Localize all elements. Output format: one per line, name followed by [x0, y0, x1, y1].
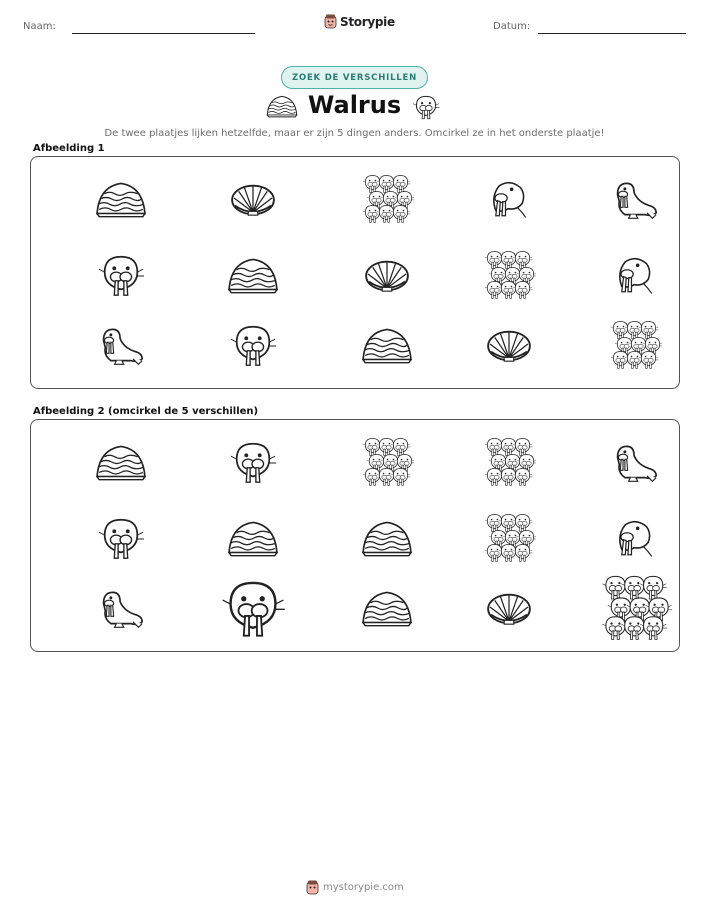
picture2-walrus-body-icon[interactable] — [611, 439, 659, 485]
picture2-iceberg-icon[interactable] — [361, 517, 413, 559]
picture2-walrus-head-front-icon[interactable] — [97, 514, 145, 562]
picture1-walrus-body-icon — [97, 322, 145, 368]
footer-site: mystorypie.com — [323, 882, 404, 893]
date-line[interactable] — [538, 33, 686, 34]
footer — [306, 880, 404, 895]
page-title: Walrus — [307, 91, 402, 119]
name-line[interactable] — [72, 33, 255, 34]
picture2-label: Afbeelding 2 (omcirkel de 5 verschillen) — [33, 406, 259, 417]
picture1-clam-icon — [485, 326, 533, 364]
picture1-walrus-group-icon — [608, 319, 662, 371]
picture1-walrus-head-front-icon — [97, 251, 145, 299]
brand-logo — [324, 14, 395, 29]
picture2-walrus-group-icon[interactable] — [360, 436, 414, 488]
picture2-iceberg-icon[interactable] — [227, 517, 279, 559]
picture1-label: Afbeelding 1 — [33, 143, 105, 154]
picture1-panel — [30, 156, 680, 389]
picture2-walrus-group-icon[interactable] — [482, 436, 536, 488]
name-label: Naam: — [23, 21, 56, 32]
picture1-walrus-head-side-icon — [613, 253, 657, 297]
picture2-walrus-head-front-icon[interactable] — [220, 575, 286, 641]
picture1-clam-icon — [229, 180, 277, 218]
picture1-walrus-group-icon — [482, 249, 536, 301]
brand-name: Storypie — [340, 14, 395, 29]
picture1-iceberg-icon — [361, 324, 413, 366]
storypie-mascot-icon — [324, 14, 337, 29]
picture2-walrus-head-front-icon[interactable] — [229, 438, 277, 486]
activity-badge-label: ZOEK DE VERSCHILLEN — [291, 72, 418, 83]
picture2-walrus-head-side-icon[interactable] — [613, 516, 657, 560]
picture2-walrus-body-icon[interactable] — [97, 585, 145, 631]
picture2-iceberg-icon[interactable] — [95, 441, 147, 483]
activity-badge — [281, 66, 428, 89]
picture2-iceberg-icon[interactable] — [361, 587, 413, 629]
picture1-walrus-body-icon — [611, 176, 659, 222]
storypie-mascot-icon — [306, 880, 319, 895]
walrus-head-icon — [411, 93, 441, 121]
picture1-clam-icon — [363, 256, 411, 294]
instructions: De twee plaatjes lijken hetzelfde, maar er zijn 5 dingen anders. Omcirkel ze in het onderste plaatje! — [104, 128, 605, 139]
picture2-walrus-group-icon[interactable] — [597, 573, 673, 643]
picture2-clam-icon[interactable] — [485, 589, 533, 627]
picture2-walrus-group-icon[interactable] — [482, 512, 536, 564]
picture1-iceberg-icon — [227, 254, 279, 296]
picture1-walrus-group-icon — [360, 173, 414, 225]
picture1-iceberg-icon — [95, 178, 147, 220]
picture1-walrus-head-front-icon — [229, 321, 277, 369]
picture2-panel[interactable] — [30, 419, 680, 652]
picture1-walrus-head-side-icon — [487, 177, 531, 221]
date-label: Datum: — [493, 21, 531, 32]
